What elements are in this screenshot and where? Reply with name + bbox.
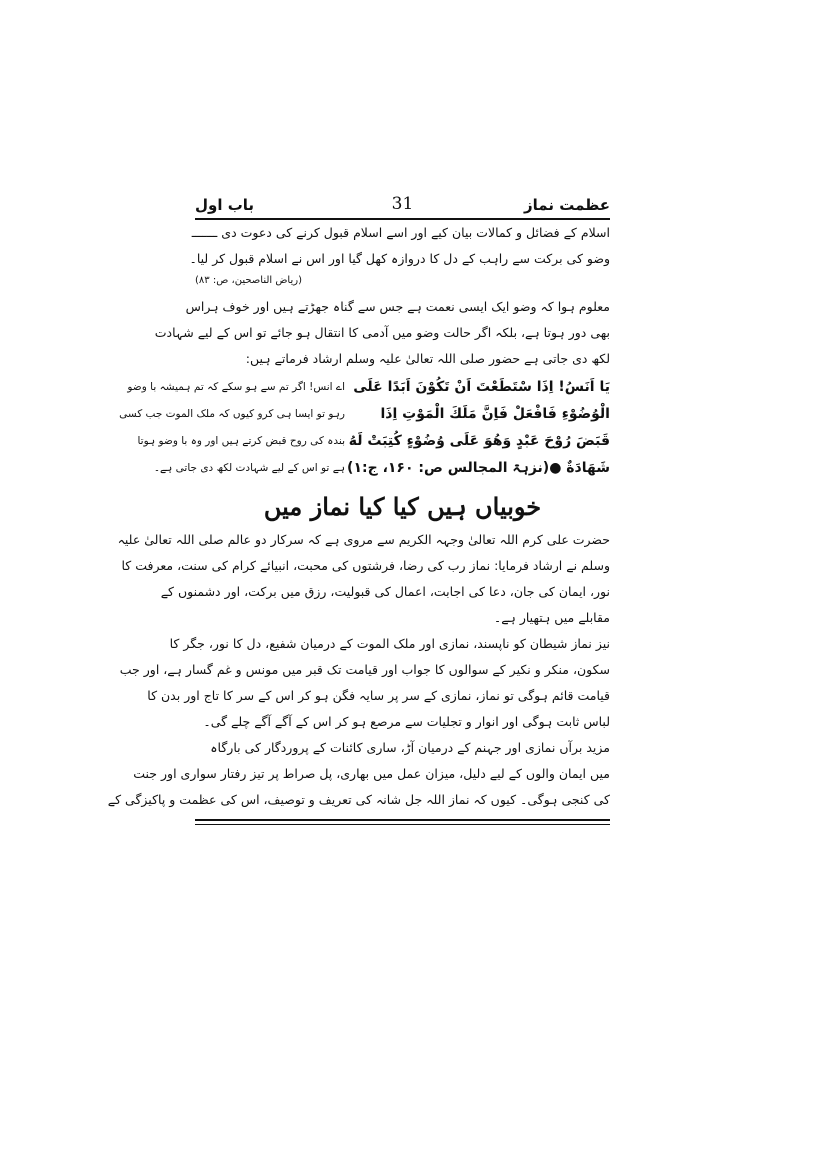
text-line: لکھ دی جاتی ہے حضور صلی اللہ تعالیٰ علیہ وسلم ارشاد فرماتے ہیں: <box>245 351 610 366</box>
text-line: مزید برآں نمازی اور جہنم کے درمیان آڑ، ساری کائنات کے پروردگار کی بارگاہ <box>210 740 610 755</box>
hadith-arabic <box>345 374 610 482</box>
page-number: 31 <box>391 194 414 214</box>
arabic-line: قَبَضَ رُوْحَ عَبْدٍ وَهُوَ عَلَى وُضُوْءٍ كُتِبَتْ لَهُ <box>348 433 610 449</box>
translation-line: رہو تو ایسا ہی کرو کیوں کہ ملک الموت جب کسی <box>119 408 345 420</box>
translation-line: ہے تو اس کے لیے شہادت لکھ دی جاتی ہے۔ <box>153 462 345 474</box>
paragraph-namaz-benefits <box>119 631 610 735</box>
text-line: وضو کی برکت سے راہب کے دل کا دروازہ کھل گیا اور اس نے اسلام قبول کر لیا۔ <box>189 251 610 266</box>
text-line: بھی دور ہوتا ہے، بلکہ اگر حالت وضو میں آدمی کا انتقال ہو جائے تو اس کے لیے شہادت <box>154 325 610 340</box>
text-line: حضرت علی کرم اللہ تعالیٰ وجہہ الکریم سے مروی ہے کہ سرکار دو عالم صلی اللہ تعالیٰ علیہ <box>117 532 610 547</box>
paragraph-further-benefits <box>107 735 610 813</box>
chapter-title: باب اول <box>195 196 255 214</box>
text-line: اسلام کے فضائل و کمالات بیان کیے اور اسے اسلام قبول کرنے کی دعوت دی ـــــــ <box>191 225 610 240</box>
paragraph-hadith-ali <box>117 527 610 631</box>
text-line: میں ایمان والوں کے لیے دلیل، میزان عمل میں بھاری، پل صراط پر تیز رفتار سواری اور جنت <box>133 766 610 781</box>
text-line: کی کنجی ہوگی۔ کیوں کہ نماز اللہ جل شانہ کی تعریف و توصیف، اس کی عظمت و پاکیزگی کے <box>107 792 610 807</box>
intro-paragraph <box>189 220 610 290</box>
translation-line: بندہ کی روح قبض کرتے ہیں اور وہ با وضو ہوتا <box>137 435 345 447</box>
text-line: مقابلے میں ہتھیار ہے۔ <box>493 610 610 625</box>
hadith-quote <box>119 374 610 482</box>
reference-citation: (ریاض الناصحین، ص: ۸۳) <box>195 275 302 286</box>
page-header <box>195 192 610 220</box>
footer-double-rule <box>195 819 610 825</box>
section-heading: خوبیاں ہیں کیا کیا نماز میں <box>263 492 542 521</box>
text-line: نیز نماز شیطان کو ناپسند، نمازی اور ملک الموت کے درمیان شفیع، دل کا نور، جگر کا <box>169 636 610 651</box>
text-line: قیامت قائم ہوگی تو نماز، نمازی کے سر پر سایہ فگن ہو کر اس کے سر کا تاج اور بدن کا <box>147 688 610 703</box>
paragraph-wudu <box>154 294 610 372</box>
document-page <box>107 192 610 825</box>
text-line: وسلم نے ارشاد فرمایا: نماز رب کی رضا، فرشتوں کی محبت، انبیائے کرام کی سنت، معرفت کا <box>121 558 610 573</box>
arabic-line: شَهَادَةٌ ●(نزہۃ المجالس ص: ۱۶۰، ج:۱) <box>347 460 610 476</box>
translation-line: اے انس! اگر تم سے ہو سکے کہ تم ہمیشہ با وضو <box>127 381 345 393</box>
arabic-line: يَا اَنَسُ! اِذَا سْتَطَعْتَ اَنْ تَكُوْنَ اَبَدًا عَلَى <box>353 379 610 395</box>
book-title: عظمت نماز <box>524 196 610 214</box>
text-line: لباس ثابت ہوگی اور انوار و تجلیات سے مرصع ہو کر اس کے آگے آگے چلے گی۔ <box>203 714 610 729</box>
text-line: معلوم ہوا کہ وضو ایک ایسی نعمت ہے جس سے گناہ جھڑتے ہیں اور خوف ہراس <box>185 299 610 314</box>
arabic-line: الْوُضُوْءِ فَافْعَلْ فَاِنَّ مَلَكَ الْمَوْتِ اِذَا <box>380 406 610 422</box>
text-line: سکون، منکر و نکیر کے سوالوں کا جواب اور قیامت تک قبر میں مونس و غم گسار ہے، اور جب <box>119 662 610 677</box>
text-line: نور، ایمان کی جان، دعا کی اجابت، اعمال کی قبولیت، رزق میں برکت، اور دشمنوں کے <box>160 584 610 599</box>
hadith-translation <box>119 374 345 482</box>
